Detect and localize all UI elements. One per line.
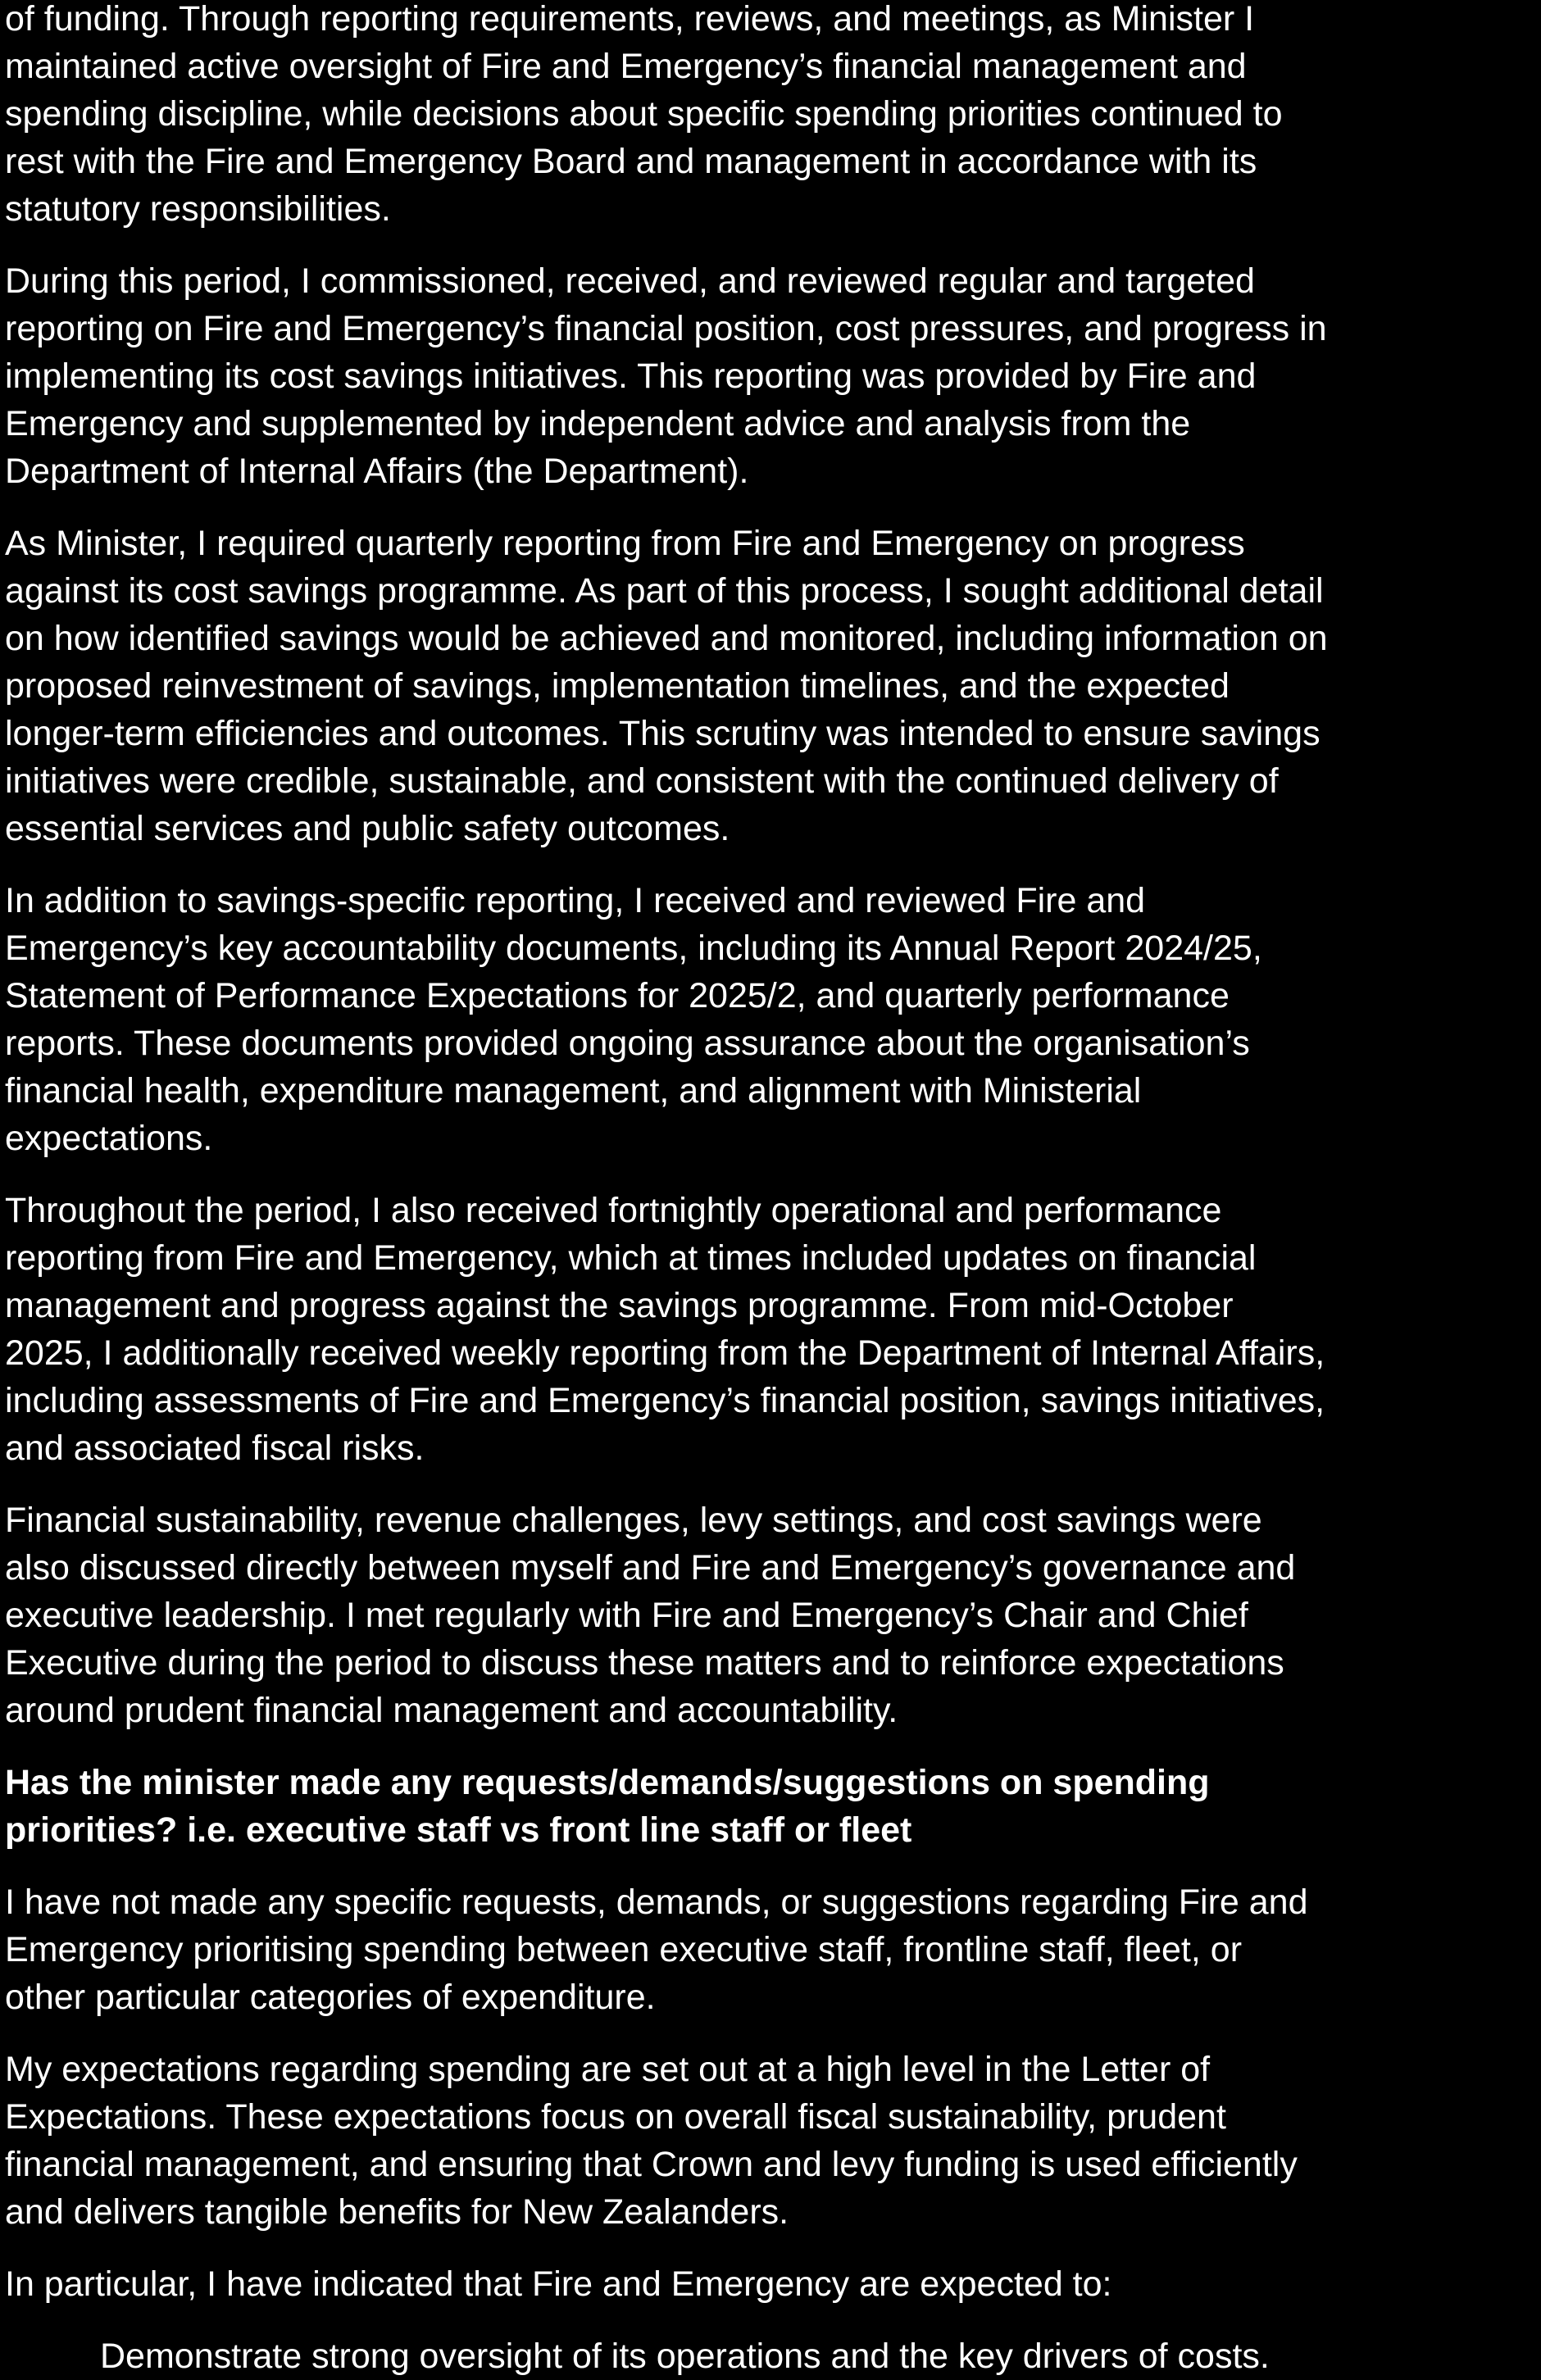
text-line: Expectations. These expectations focus on overall fiscal sustainability, prudent [5, 2097, 1226, 2137]
text-line: reports. These documents provided ongoing assurance about the organisation’s [5, 1024, 1250, 1063]
text-line: essential services and public safety outcomes. [5, 809, 730, 848]
text-line: Throughout the period, I also received fortnightly operational and performance [5, 1191, 1222, 1230]
text-line: against its cost savings programme. As part of this process, I sought additional detail [5, 571, 1324, 611]
text-line: During this period, I commissioned, received, and reviewed regular and targeted [5, 261, 1255, 301]
paragraph [5, 877, 1541, 1162]
paragraph [5, 0, 1541, 233]
text-line: longer-term efficiencies and outcomes. This scrutiny was intended to ensure savings [5, 714, 1321, 753]
paragraph [5, 257, 1541, 495]
text-line: maintained active oversight of Fire and Emergency’s financial management and [5, 47, 1247, 86]
text-line: statutory responsibilities. [5, 189, 391, 229]
text-line: Demonstrate strong oversight of its operations and the key drivers of costs. [100, 2337, 1270, 2376]
text-line: around prudent financial management and accountability. [5, 1691, 898, 1730]
text-line: Emergency’s key accountability documents, including its Annual Report 2024/25, [5, 929, 1262, 968]
text-line: and delivers tangible benefits for New Zealanders. [5, 2192, 789, 2232]
text-line: financial management, and ensuring that Crown and levy funding is used efficiently [5, 2145, 1298, 2184]
text-line: As Minister, I required quarterly reporting from Fire and Emergency on progress [5, 524, 1245, 563]
paragraph [5, 1878, 1541, 2021]
text-line: priorities? i.e. executive staff vs front line staff or fleet [5, 1810, 912, 1850]
text-line: In particular, I have indicated that Fire and Emergency are expected to: [5, 2264, 1112, 2304]
text-line: also discussed directly between myself and Fire and Emergency’s governance and [5, 1548, 1296, 1587]
text-line: 2025, I additionally received weekly reporting from the Department of Internal Affairs, [5, 1333, 1325, 1373]
text-line: Statement of Performance Expectations for 2025/2, and quarterly performance [5, 976, 1230, 1015]
text-line: Emergency prioritising spending between executive staff, frontline staff, fleet, or [5, 1930, 1243, 1969]
text-line: initiatives were credible, sustainable, and consistent with the continued delivery of [5, 761, 1279, 801]
paragraph [5, 2260, 1541, 2308]
paragraph [5, 1497, 1541, 1734]
text-line: Financial sustainability, revenue challenges, levy settings, and cost savings were [5, 1501, 1262, 1540]
paragraph [5, 2046, 1541, 2236]
text-line: expectations. [5, 1119, 213, 1158]
text-line: proposed reinvestment of savings, implementation timelines, and the expected [5, 666, 1230, 706]
text-line: financial health, expenditure management, and alignment with Ministerial [5, 1071, 1142, 1111]
text-line: on how identified savings would be achieved and monitored, including information on [5, 619, 1328, 658]
text-line: My expectations regarding spending are set out at a high level in the Letter of [5, 2050, 1211, 2089]
text-line: reporting from Fire and Emergency, which at times included updates on financial [5, 1238, 1257, 1278]
paragraph [5, 520, 1541, 852]
text-line: including assessments of Fire and Emergency’s financial position, savings initiatives, [5, 1381, 1325, 1420]
bullet-item [5, 2332, 1541, 2380]
text-line: In addition to savings-specific reporting, I received and reviewed Fire and [5, 881, 1146, 920]
text-line: Executive during the period to discuss these matters and to reinforce expectations [5, 1643, 1284, 1683]
text-line: other particular categories of expenditure. [5, 1978, 656, 2017]
text-line: and associated fiscal risks. [5, 1428, 425, 1468]
text-line: management and progress against the savings programme. From mid-October [5, 1286, 1234, 1325]
text-line: rest with the Fire and Emergency Board and management in accordance with its [5, 142, 1257, 181]
text-line: Department of Internal Affairs (the Department). [5, 452, 749, 491]
text-line: Has the minister made any requests/demands/suggestions on spending [5, 1763, 1210, 1802]
text-line: reporting on Fire and Emergency’s financial position, cost pressures, and progress in [5, 309, 1327, 348]
section-heading [5, 1759, 1541, 1854]
text-line: executive leadership. I met regularly with Fire and Emergency’s Chair and Chief [5, 1596, 1248, 1635]
text-line: of funding. Through reporting requirements, reviews, and meetings, as Minister I [5, 0, 1255, 39]
text-line: implementing its cost savings initiatives. This reporting was provided by Fire and [5, 357, 1257, 396]
text-line: I have not made any specific requests, demands, or suggestions regarding Fire and [5, 1883, 1308, 1922]
text-line: Emergency and supplemented by independent advice and analysis from the [5, 404, 1191, 443]
text-line: spending discipline, while decisions about specific spending priorities continued to [5, 94, 1283, 134]
paragraph [5, 1187, 1541, 1472]
